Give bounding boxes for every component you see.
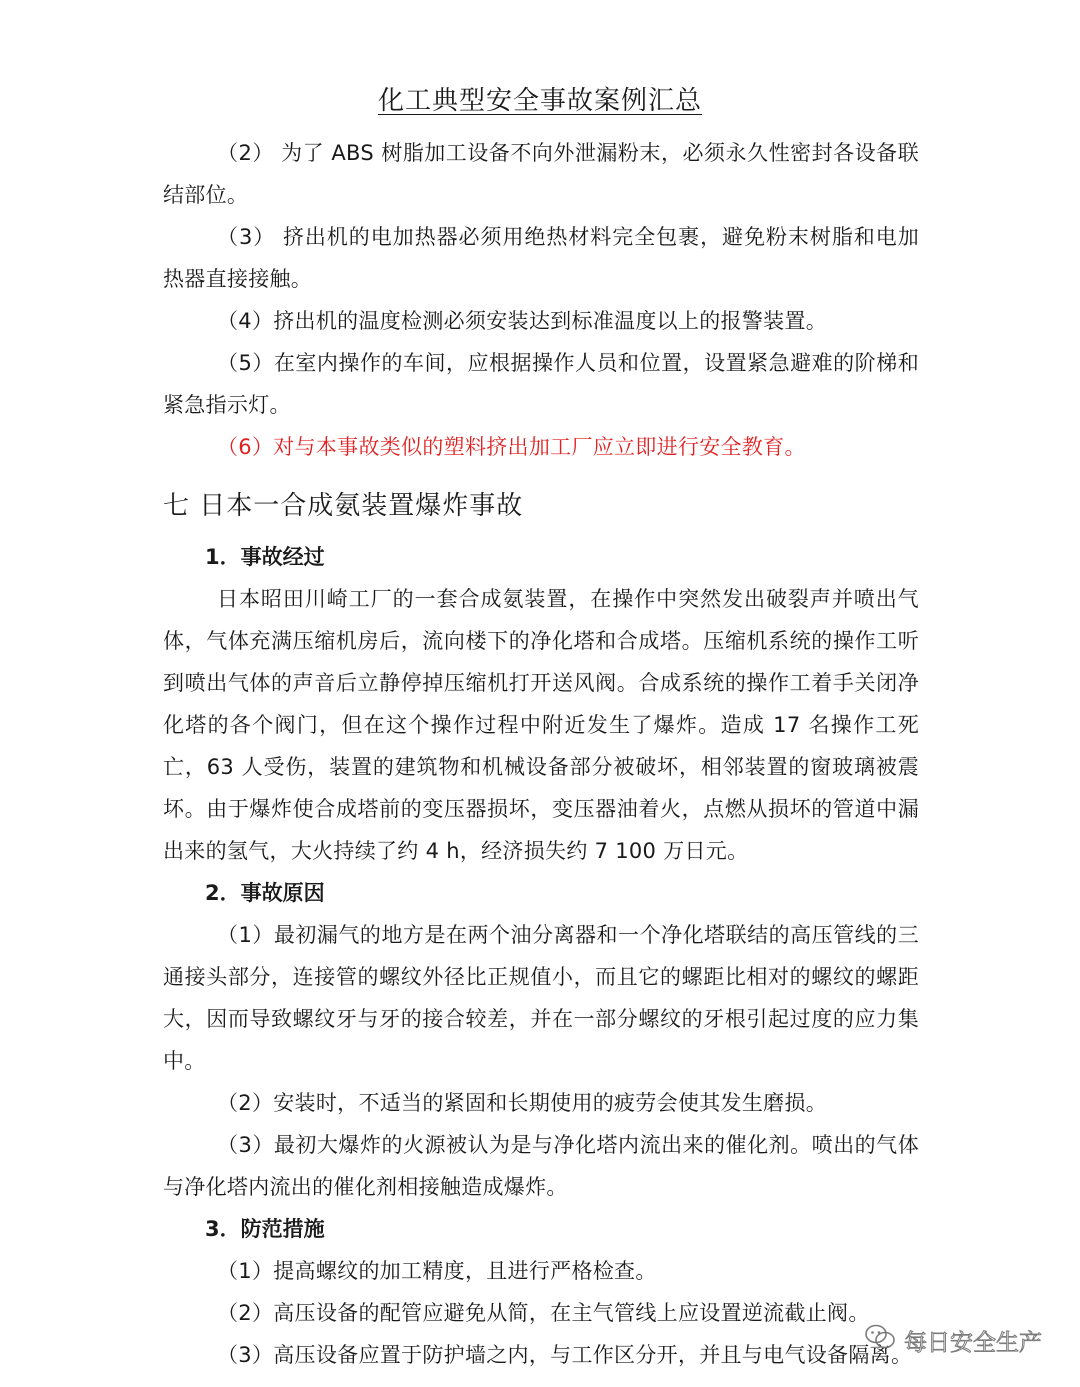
document-body [163, 132, 919, 1376]
paragraph: （4）挤出机的温度检测必须安装达到标准温度以上的报警装置。 [217, 309, 828, 333]
paragraph: （2） 为了 ABS 树脂加工设备不向外泄漏粉末，必须永久性密封各设备联结部位。 [163, 141, 919, 207]
watermark [864, 1323, 1042, 1357]
subsection-heading: 2．事故原因 [205, 881, 325, 905]
paragraph: 日本昭田川崎工厂的一套合成氨装置，在操作中突然发出破裂声并喷出气体，气体充满压缩机房后，流向楼下的净化塔和合成塔。压缩机系统的操作工听到喷出气体的声音后立静停掉压缩机打开送风阀。合成系统的操作工着手关闭净化塔的各个阀门，但在这个操作过程中附近发生了爆炸。造成 17 名操作工死亡，63 人受伤，装置的建筑物和机械设备部分被破坏，相邻装置的窗玻璃被震坏。由于爆炸使合成塔前的变压器损坏，变压器油着火，点燃从损坏的管道中漏出来的氢气，大火持续了约 4 h，经济损失约 7 100 万日元。 [163, 587, 919, 863]
watermark-text: 每日安全生产 [904, 1329, 1042, 1356]
paragraph: （5）在室内操作的车间，应根据操作人员和位置，设置紧急避难的阶梯和紧急指示灯。 [163, 351, 919, 417]
wechat-icon [864, 1323, 896, 1357]
subsection-heading: 1．事故经过 [205, 545, 325, 569]
paragraph: （2）高压设备的配管应避免从简，在主气管线上应设置逆流截止阀。 [217, 1301, 870, 1325]
paragraph: （3）高压设备应置于防护墙之内，与工作区分开，并且与电气设备隔离。 [217, 1343, 913, 1367]
highlighted-paragraph: （6）对与本事故类似的塑料挤出加工厂应立即进行安全教育。 [217, 435, 806, 459]
paragraph: （3）最初大爆炸的火源被认为是与净化塔内流出来的催化剂。喷出的气体与净化塔内流出的催化剂相接触造成爆炸。 [163, 1133, 919, 1199]
paragraph: （1）最初漏气的地方是在两个油分离器和一个净化塔联结的高压管线的三通接头部分，连接管的螺纹外径比正规值小，而且它的螺距比相对的螺纹的螺距大，因而导致螺纹牙与牙的接合较差，并在一部分螺纹的牙根引起过度的应力集中。 [163, 923, 919, 1073]
section-heading: 七 日本一合成氨装置爆炸事故 [163, 491, 524, 521]
paragraph: （2）安装时，不适当的紧固和长期使用的疲劳会使其发生磨损。 [217, 1091, 828, 1115]
document-title: 化工典型安全事故案例汇总 [377, 86, 702, 116]
subsection-heading: 3．防范措施 [205, 1217, 325, 1241]
paragraph: （3） 挤出机的电加热器必须用绝热材料完全包裹，避免粉末树脂和电加热器直接接触。 [163, 225, 919, 291]
paragraph: （1）提高螺纹的加工精度，且进行严格检查。 [217, 1259, 657, 1283]
